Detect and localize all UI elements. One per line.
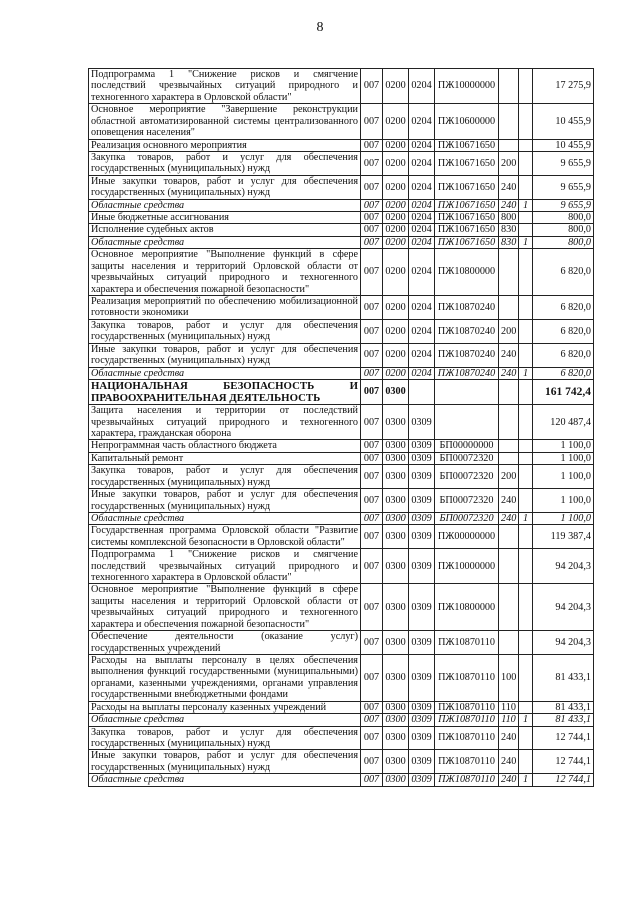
row-src-cell xyxy=(519,249,533,296)
row-vr-cell: 200 xyxy=(499,465,519,489)
row-pr-cell: 0309 xyxy=(409,774,435,786)
row-rz-cell: 0300 xyxy=(383,726,409,750)
row-name-cell: Капитальный ремонт xyxy=(89,452,361,464)
row-sum-cell: 6 820,0 xyxy=(533,343,594,367)
row-ved-cell: 007 xyxy=(361,224,383,236)
row-csr-cell: ПЖ10600000 xyxy=(435,104,499,139)
row-pr-cell: 0204 xyxy=(409,104,435,139)
row-vr-cell xyxy=(499,296,519,320)
row-rz-cell: 0300 xyxy=(383,701,409,713)
row-ved-cell: 007 xyxy=(361,175,383,199)
row-vr-cell: 800 xyxy=(499,212,519,224)
row-sum-cell: 81 433,1 xyxy=(533,701,594,713)
row-ved-cell: 007 xyxy=(361,104,383,139)
row-pr-cell: 0309 xyxy=(409,654,435,701)
row-rz-cell: 0200 xyxy=(383,319,409,343)
row-vr-cell: 110 xyxy=(499,701,519,713)
row-pr-cell: 0309 xyxy=(409,584,435,631)
row-pr-cell: 0309 xyxy=(409,750,435,774)
row-csr-cell: БП00072320 xyxy=(435,489,499,513)
row-ved-cell: 007 xyxy=(361,525,383,549)
row-ved-cell: 007 xyxy=(361,654,383,701)
row-pr-cell: 0309 xyxy=(409,714,435,726)
row-sum-cell: 120 487,4 xyxy=(533,405,594,440)
row-csr-cell: ПЖ10671650 xyxy=(435,212,499,224)
table-row xyxy=(89,224,594,236)
row-vr-cell xyxy=(499,452,519,464)
row-csr-cell: ПЖ10671650 xyxy=(435,236,499,248)
row-rz-cell: 0200 xyxy=(383,367,409,379)
row-src-cell: 1 xyxy=(519,512,533,524)
row-pr-cell: 0204 xyxy=(409,151,435,175)
row-sum-cell: 12 744,1 xyxy=(533,774,594,786)
row-ved-cell: 007 xyxy=(361,139,383,151)
table-row xyxy=(89,296,594,320)
row-pr-cell: 0309 xyxy=(409,465,435,489)
row-sum-cell: 1 100,0 xyxy=(533,465,594,489)
row-rz-cell: 0200 xyxy=(383,249,409,296)
row-csr-cell: ПЖ10870110 xyxy=(435,654,499,701)
row-rz-cell: 0200 xyxy=(383,151,409,175)
row-rz-cell: 0300 xyxy=(383,465,409,489)
row-pr-cell: 0309 xyxy=(409,452,435,464)
table-row xyxy=(89,452,594,464)
row-rz-cell: 0200 xyxy=(383,343,409,367)
row-src-cell xyxy=(519,343,533,367)
row-pr-cell: 0309 xyxy=(409,405,435,440)
row-vr-cell: 830 xyxy=(499,236,519,248)
table-row xyxy=(89,512,594,524)
table-row xyxy=(89,774,594,786)
row-ved-cell: 007 xyxy=(361,367,383,379)
row-name-cell: Закупка товаров, работ и услуг для обеспечения государственных (муниципальных) нужд xyxy=(89,465,361,489)
row-pr-cell: 0204 xyxy=(409,212,435,224)
row-csr-cell: ПЖ10870110 xyxy=(435,701,499,713)
row-ved-cell: 007 xyxy=(361,379,383,404)
row-csr-cell: ПЖ10870110 xyxy=(435,750,499,774)
row-name-cell: Обеспечение деятельности (оказание услуг) государственных учреждений xyxy=(89,631,361,655)
row-ved-cell: 007 xyxy=(361,452,383,464)
row-vr-cell xyxy=(499,69,519,104)
row-pr-cell: 0204 xyxy=(409,236,435,248)
row-csr-cell: ПЖ10671650 xyxy=(435,151,499,175)
row-sum-cell: 800,0 xyxy=(533,224,594,236)
row-ved-cell: 007 xyxy=(361,701,383,713)
table-row xyxy=(89,440,594,452)
row-src-cell xyxy=(519,104,533,139)
table-row xyxy=(89,139,594,151)
row-src-cell xyxy=(519,525,533,549)
table-row xyxy=(89,584,594,631)
row-csr-cell: ПЖ10870110 xyxy=(435,726,499,750)
row-csr-cell: БП00072320 xyxy=(435,465,499,489)
row-vr-cell: 240 xyxy=(499,774,519,786)
row-sum-cell: 94 204,3 xyxy=(533,549,594,584)
row-vr-cell: 200 xyxy=(499,319,519,343)
row-src-cell xyxy=(519,452,533,464)
row-vr-cell xyxy=(499,104,519,139)
table-row xyxy=(89,465,594,489)
row-vr-cell: 240 xyxy=(499,343,519,367)
row-src-cell xyxy=(519,212,533,224)
row-pr-cell: 0204 xyxy=(409,367,435,379)
row-sum-cell: 161 742,4 xyxy=(533,379,594,404)
row-csr-cell: БП00000000 xyxy=(435,440,499,452)
table-row xyxy=(89,525,594,549)
row-ved-cell: 007 xyxy=(361,750,383,774)
row-ved-cell: 007 xyxy=(361,212,383,224)
row-name-cell: Расходы на выплаты персоналу казенных учреждений xyxy=(89,701,361,713)
row-rz-cell: 0300 xyxy=(383,489,409,513)
row-vr-cell xyxy=(499,584,519,631)
row-sum-cell: 10 455,9 xyxy=(533,139,594,151)
table-row xyxy=(89,151,594,175)
row-vr-cell: 200 xyxy=(499,151,519,175)
budget-table xyxy=(88,68,594,787)
row-name-cell: Областные средства xyxy=(89,236,361,248)
row-pr-cell: 0309 xyxy=(409,489,435,513)
row-rz-cell: 0300 xyxy=(383,440,409,452)
table-row xyxy=(89,249,594,296)
row-src-cell xyxy=(519,654,533,701)
row-name-cell: Областные средства xyxy=(89,367,361,379)
row-name-cell: Иные закупки товаров, работ и услуг для обеспечения государственных (муниципальных) нужд xyxy=(89,489,361,513)
row-src-cell xyxy=(519,151,533,175)
row-ved-cell: 007 xyxy=(361,69,383,104)
row-vr-cell: 240 xyxy=(499,367,519,379)
row-ved-cell: 007 xyxy=(361,549,383,584)
row-sum-cell: 9 655,9 xyxy=(533,199,594,211)
table-row xyxy=(89,714,594,726)
table-row xyxy=(89,319,594,343)
row-name-cell: Областные средства xyxy=(89,512,361,524)
row-sum-cell: 1 100,0 xyxy=(533,452,594,464)
row-rz-cell: 0300 xyxy=(383,584,409,631)
row-rz-cell: 0200 xyxy=(383,236,409,248)
table-row xyxy=(89,104,594,139)
row-ved-cell: 007 xyxy=(361,774,383,786)
row-src-cell: 1 xyxy=(519,236,533,248)
row-rz-cell: 0200 xyxy=(383,199,409,211)
row-rz-cell: 0200 xyxy=(383,212,409,224)
row-vr-cell xyxy=(499,440,519,452)
row-rz-cell: 0300 xyxy=(383,750,409,774)
row-name-cell: Областные средства xyxy=(89,714,361,726)
row-csr-cell: ПЖ10870110 xyxy=(435,714,499,726)
row-csr-cell: ПЖ10800000 xyxy=(435,249,499,296)
row-src-cell xyxy=(519,379,533,404)
table-row xyxy=(89,343,594,367)
row-csr-cell: ПЖ10870240 xyxy=(435,319,499,343)
row-vr-cell xyxy=(499,139,519,151)
row-vr-cell xyxy=(499,549,519,584)
row-vr-cell: 240 xyxy=(499,175,519,199)
row-rz-cell: 0300 xyxy=(383,714,409,726)
row-rz-cell: 0300 xyxy=(383,405,409,440)
row-vr-cell: 240 xyxy=(499,726,519,750)
row-sum-cell: 800,0 xyxy=(533,212,594,224)
row-vr-cell xyxy=(499,405,519,440)
row-src-cell xyxy=(519,631,533,655)
row-name-cell: Защита населения и территории от последствий чрезвычайных ситуаций природного и техногенного характера, гражданская оборона xyxy=(89,405,361,440)
row-src-cell xyxy=(519,701,533,713)
row-name-cell: Иные закупки товаров, работ и услуг для обеспечения государственных (муниципальных) нужд xyxy=(89,750,361,774)
row-csr-cell: ПЖ10671650 xyxy=(435,199,499,211)
row-vr-cell xyxy=(499,525,519,549)
row-ved-cell: 007 xyxy=(361,249,383,296)
row-src-cell xyxy=(519,489,533,513)
table-body xyxy=(89,69,594,787)
row-pr-cell: 0204 xyxy=(409,139,435,151)
row-src-cell: 1 xyxy=(519,774,533,786)
row-rz-cell: 0300 xyxy=(383,654,409,701)
row-csr-cell: БП00072320 xyxy=(435,452,499,464)
row-ved-cell: 007 xyxy=(361,584,383,631)
row-ved-cell: 007 xyxy=(361,714,383,726)
row-ved-cell: 007 xyxy=(361,489,383,513)
row-csr-cell: ПЖ10671650 xyxy=(435,139,499,151)
row-name-cell: Закупка товаров, работ и услуг для обеспечения государственных (муниципальных) нужд xyxy=(89,319,361,343)
page-number: 8 xyxy=(316,20,324,35)
table-row xyxy=(89,654,594,701)
row-name-cell: Иные закупки товаров, работ и услуг для обеспечения государственных (муниципальных) нужд xyxy=(89,343,361,367)
row-csr-cell: ПЖ10870240 xyxy=(435,296,499,320)
row-csr-cell: ПЖ10000000 xyxy=(435,549,499,584)
table-row xyxy=(89,701,594,713)
row-rz-cell: 0200 xyxy=(383,175,409,199)
row-pr-cell: 0204 xyxy=(409,319,435,343)
row-sum-cell: 12 744,1 xyxy=(533,726,594,750)
table-row xyxy=(89,69,594,104)
row-name-cell: НАЦИОНАЛЬНАЯ БЕЗОПАСНОСТЬ И ПРАВООХРАНИТЕЛЬНАЯ ДЕЯТЕЛЬНОСТЬ xyxy=(89,379,361,404)
row-ved-cell: 007 xyxy=(361,465,383,489)
row-vr-cell: 240 xyxy=(499,199,519,211)
row-name-cell: Государственная программа Орловской области "Развитие системы комплексной безопасности в Орловской области" xyxy=(89,525,361,549)
row-vr-cell xyxy=(499,631,519,655)
row-vr-cell xyxy=(499,379,519,404)
table-row xyxy=(89,199,594,211)
row-csr-cell: ПЖ10870240 xyxy=(435,343,499,367)
row-sum-cell: 94 204,3 xyxy=(533,631,594,655)
row-sum-cell: 6 820,0 xyxy=(533,319,594,343)
row-name-cell: Иные закупки товаров, работ и услуг для обеспечения государственных (муниципальных) нужд xyxy=(89,175,361,199)
row-name-cell: Непрограммная часть областного бюджета xyxy=(89,440,361,452)
row-rz-cell: 0300 xyxy=(383,774,409,786)
row-name-cell: Областные средства xyxy=(89,199,361,211)
row-pr-cell xyxy=(409,379,435,404)
table-row xyxy=(89,726,594,750)
row-src-cell xyxy=(519,726,533,750)
row-ved-cell: 007 xyxy=(361,236,383,248)
row-ved-cell: 007 xyxy=(361,440,383,452)
row-sum-cell: 94 204,3 xyxy=(533,584,594,631)
row-vr-cell: 240 xyxy=(499,489,519,513)
row-ved-cell: 007 xyxy=(361,726,383,750)
row-pr-cell: 0204 xyxy=(409,175,435,199)
row-vr-cell: 240 xyxy=(499,512,519,524)
row-pr-cell: 0309 xyxy=(409,525,435,549)
row-pr-cell: 0204 xyxy=(409,199,435,211)
row-name-cell: Реализация основного мероприятия xyxy=(89,139,361,151)
row-sum-cell: 81 433,1 xyxy=(533,714,594,726)
row-src-cell xyxy=(519,175,533,199)
row-rz-cell: 0200 xyxy=(383,139,409,151)
row-src-cell: 1 xyxy=(519,199,533,211)
row-name-cell: Исполнение судебных актов xyxy=(89,224,361,236)
row-csr-cell: ПЖ10000000 xyxy=(435,69,499,104)
table-row xyxy=(89,549,594,584)
table-row xyxy=(89,367,594,379)
row-pr-cell: 0309 xyxy=(409,549,435,584)
table-row xyxy=(89,631,594,655)
row-src-cell: 1 xyxy=(519,367,533,379)
row-csr-cell: ПЖ10800000 xyxy=(435,584,499,631)
row-src-cell: 1 xyxy=(519,714,533,726)
row-sum-cell: 1 100,0 xyxy=(533,489,594,513)
table-row xyxy=(89,175,594,199)
row-name-cell: Основное мероприятие "Выполнение функций в сфере защиты населения и территорий Орловской области от чрезвычайных ситуаций природного и техногенного характера и обеспечения пожарной безопасности" xyxy=(89,249,361,296)
row-src-cell xyxy=(519,584,533,631)
row-ved-cell: 007 xyxy=(361,405,383,440)
row-rz-cell: 0300 xyxy=(383,512,409,524)
row-csr-cell: ПЖ10671650 xyxy=(435,224,499,236)
row-rz-cell: 0300 xyxy=(383,549,409,584)
row-name-cell: Основное мероприятие "Выполнение функций в сфере защиты населения и территорий Орловской области от чрезвычайных ситуаций природного и техногенного характера и обеспечения пожарной безопасности" xyxy=(89,584,361,631)
row-src-cell xyxy=(519,440,533,452)
row-src-cell xyxy=(519,405,533,440)
row-pr-cell: 0309 xyxy=(409,701,435,713)
row-sum-cell: 1 100,0 xyxy=(533,440,594,452)
table-row xyxy=(89,212,594,224)
row-csr-cell: ПЖ10870110 xyxy=(435,774,499,786)
row-pr-cell: 0204 xyxy=(409,249,435,296)
row-rz-cell: 0200 xyxy=(383,104,409,139)
row-name-cell: Областные средства xyxy=(89,774,361,786)
row-ved-cell: 007 xyxy=(361,296,383,320)
row-pr-cell: 0204 xyxy=(409,343,435,367)
row-sum-cell: 9 655,9 xyxy=(533,151,594,175)
row-csr-cell xyxy=(435,379,499,404)
row-pr-cell: 0309 xyxy=(409,512,435,524)
row-sum-cell: 9 655,9 xyxy=(533,175,594,199)
row-src-cell xyxy=(519,69,533,104)
row-src-cell xyxy=(519,139,533,151)
row-rz-cell: 0300 xyxy=(383,631,409,655)
row-src-cell xyxy=(519,296,533,320)
row-name-cell: Подпрограмма 1 "Снижение рисков и смягчение последствий чрезвычайных ситуаций природного и техногенного характера в Орловской области" xyxy=(89,549,361,584)
row-vr-cell: 830 xyxy=(499,224,519,236)
row-sum-cell: 6 820,0 xyxy=(533,296,594,320)
row-pr-cell: 0309 xyxy=(409,631,435,655)
row-csr-cell: ПЖ10671650 xyxy=(435,175,499,199)
row-ved-cell: 007 xyxy=(361,199,383,211)
row-name-cell: Закупка товаров, работ и услуг для обеспечения государственных (муниципальных) нужд xyxy=(89,151,361,175)
row-vr-cell: 100 xyxy=(499,654,519,701)
row-name-cell: Иные бюджетные ассигнования xyxy=(89,212,361,224)
row-csr-cell: ПЖ00000000 xyxy=(435,525,499,549)
row-rz-cell: 0300 xyxy=(383,525,409,549)
row-rz-cell: 0300 xyxy=(383,379,409,404)
row-sum-cell: 800,0 xyxy=(533,236,594,248)
row-rz-cell: 0200 xyxy=(383,296,409,320)
row-pr-cell: 0309 xyxy=(409,726,435,750)
row-name-cell: Расходы на выплаты персоналу в целях обеспечения выполнения функций государственными (муниципальными) органами, казенными учреждениями, органами управления государственными внебюджетными фондами xyxy=(89,654,361,701)
row-src-cell xyxy=(519,549,533,584)
row-ved-cell: 007 xyxy=(361,512,383,524)
row-ved-cell: 007 xyxy=(361,151,383,175)
row-pr-cell: 0204 xyxy=(409,69,435,104)
row-sum-cell: 12 744,1 xyxy=(533,750,594,774)
row-name-cell: Основное мероприятие "Завершение реконструкции областной автоматизированной системы централизованного оповещения населения" xyxy=(89,104,361,139)
table-row xyxy=(89,379,594,404)
row-rz-cell: 0200 xyxy=(383,224,409,236)
row-vr-cell xyxy=(499,249,519,296)
row-sum-cell: 81 433,1 xyxy=(533,654,594,701)
row-src-cell xyxy=(519,750,533,774)
row-rz-cell: 0300 xyxy=(383,452,409,464)
row-vr-cell: 240 xyxy=(499,750,519,774)
table-row xyxy=(89,405,594,440)
row-csr-cell: ПЖ10870110 xyxy=(435,631,499,655)
row-pr-cell: 0204 xyxy=(409,224,435,236)
table-row xyxy=(89,489,594,513)
row-csr-cell: БП00072320 xyxy=(435,512,499,524)
row-sum-cell: 17 275,9 xyxy=(533,69,594,104)
row-pr-cell: 0204 xyxy=(409,296,435,320)
row-vr-cell: 110 xyxy=(499,714,519,726)
row-sum-cell: 6 820,0 xyxy=(533,249,594,296)
row-src-cell xyxy=(519,465,533,489)
table-row xyxy=(89,750,594,774)
row-name-cell: Реализация мероприятий по обеспечению мобилизационной готовности экономики xyxy=(89,296,361,320)
row-pr-cell: 0309 xyxy=(409,440,435,452)
row-ved-cell: 007 xyxy=(361,631,383,655)
row-name-cell: Подпрограмма 1 "Снижение рисков и смягчение последствий чрезвычайных ситуаций природного и техногенного характера в Орловской области" xyxy=(89,69,361,104)
row-sum-cell: 6 820,0 xyxy=(533,367,594,379)
table-row xyxy=(89,236,594,248)
row-ved-cell: 007 xyxy=(361,319,383,343)
row-sum-cell: 10 455,9 xyxy=(533,104,594,139)
row-sum-cell: 1 100,0 xyxy=(533,512,594,524)
row-rz-cell: 0200 xyxy=(383,69,409,104)
row-csr-cell: ПЖ10870240 xyxy=(435,367,499,379)
row-name-cell: Закупка товаров, работ и услуг для обеспечения государственных (муниципальных) нужд xyxy=(89,726,361,750)
row-csr-cell xyxy=(435,405,499,440)
row-src-cell xyxy=(519,224,533,236)
row-src-cell xyxy=(519,319,533,343)
row-sum-cell: 119 387,4 xyxy=(533,525,594,549)
row-ved-cell: 007 xyxy=(361,343,383,367)
